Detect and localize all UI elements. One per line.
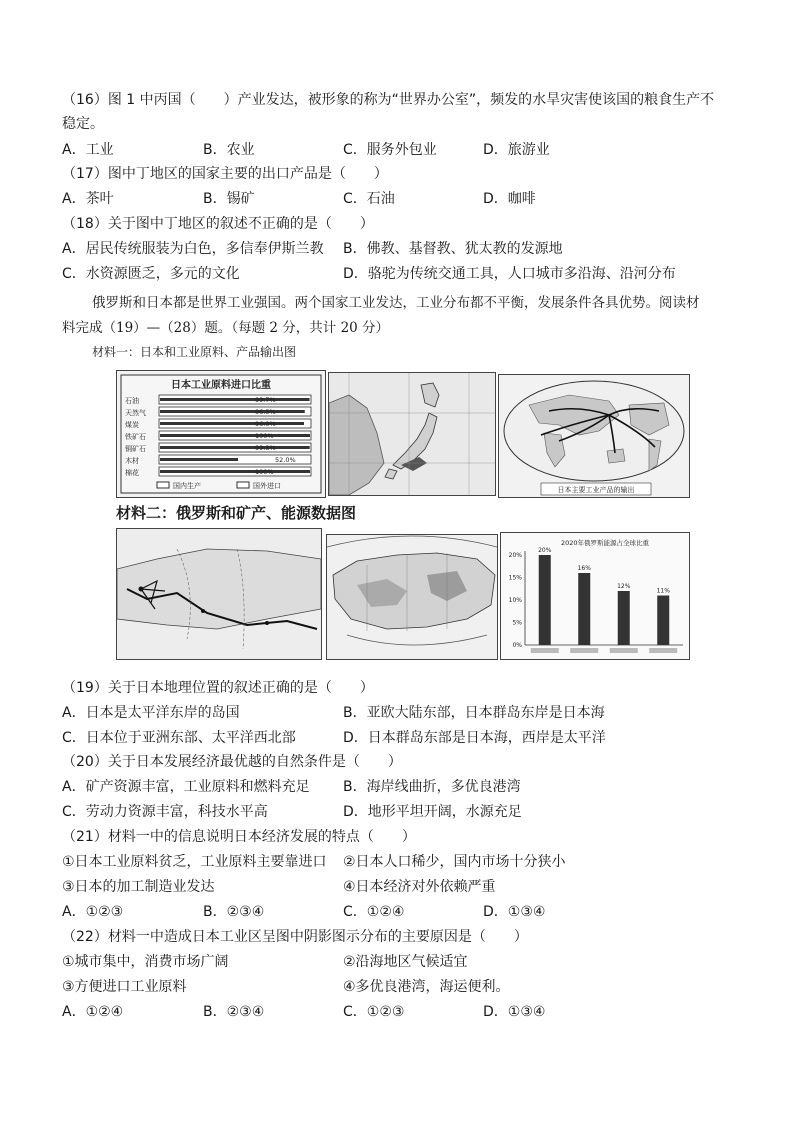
q22-statement-2: ②沿海地区气候适宜 <box>343 954 468 970</box>
q21-statement-4: ④日本经济对外依赖严重 <box>343 879 496 895</box>
import-row-value: 96.5% <box>255 408 276 416</box>
q20-option-b: B．海岸线曲折，多优良港湾 <box>343 779 521 795</box>
q16-stem-cont: 稳定。 <box>62 116 104 132</box>
legend-domestic: 国内生产 <box>173 482 201 490</box>
q22-option-b: B．②③④ <box>203 1004 265 1020</box>
energy-bar-label: 16% <box>577 565 591 572</box>
energy-bar-label: 12% <box>617 583 631 590</box>
import-row-bar <box>160 434 310 437</box>
export-map-caption: 日本主要工业产品的输出 <box>557 486 635 494</box>
import-row-name: 石油 <box>125 397 139 405</box>
import-row-value: 100% <box>255 432 274 440</box>
energy-bar <box>618 591 630 645</box>
q19-option-c: C．日本位于亚洲东部、太平洋西北部 <box>62 730 296 746</box>
import-row-bar <box>160 446 310 449</box>
import-row-bar <box>160 410 305 413</box>
q18-option-c: C．水资源匮乏，多元的文化 <box>62 266 240 282</box>
import-row-bar <box>160 398 310 401</box>
q19-option-d: D．日本群岛东部是日本海，西岸是太平洋 <box>343 730 606 746</box>
q22-stem: （22）材料一中造成日本工业区呈图中阴影图示分布的主要原因是（ ） <box>62 929 528 945</box>
q22-statement-3: ③方便进口工业原料 <box>62 979 187 995</box>
import-row-bar <box>160 422 304 425</box>
q20-option-d: D．地形平坦开阔，水源充足 <box>343 804 522 820</box>
q21-option-d: D．①③④ <box>483 904 546 920</box>
energy-share-figure <box>500 532 690 660</box>
q16-option-a: A．工业 <box>62 142 114 158</box>
q21-statement-1: ①日本工业原料贫乏，工业原料主要靠进口 <box>62 854 327 870</box>
q21-statement-3: ③日本的加工制造业发达 <box>62 879 215 895</box>
q22-option-c: C．①②③ <box>343 1004 405 1020</box>
import-row-name: 木材 <box>125 457 139 465</box>
import-row-value: 99.7% <box>255 396 276 404</box>
q19-option-a: A．日本是太平洋东岸的岛国 <box>62 705 240 721</box>
import-row-name: 天然气 <box>125 409 146 417</box>
energy-chart-title: 2020年俄罗斯能源占全球比重 <box>560 539 650 547</box>
legend-import: 国外进口 <box>253 482 281 490</box>
q22-option-d: D．①③④ <box>483 1004 546 1020</box>
q19-stem: （19）关于日本地理位置的叙述正确的是（ ） <box>62 680 374 696</box>
energy-bar <box>578 573 590 645</box>
q18-option-d: D．骆驼为传统交通工具，人口城市多沿海、沿河分布 <box>343 266 676 282</box>
import-row-name: 煤炭 <box>125 421 139 429</box>
q22-option-a: A．①②④ <box>62 1004 124 1020</box>
import-row-value: 96.0% <box>255 420 276 428</box>
q17-stem: （17）图中丁地区的国家主要的出口产品是（ ） <box>62 166 388 182</box>
energy-bar-label: 11% <box>656 587 670 595</box>
q16-option-b: B．农业 <box>203 142 255 158</box>
q18-option-b: B．佛教、基督教、犹太教的发源地 <box>343 241 563 257</box>
import-ratio-figure <box>116 370 326 498</box>
energy-category-label <box>649 648 677 653</box>
y-tick-label: 0% <box>512 642 522 649</box>
japan-map <box>328 372 496 496</box>
import-row-bar <box>160 470 310 473</box>
q17-option-c: C．石油 <box>343 191 395 207</box>
russia-pipeline-map <box>116 528 322 660</box>
material2-label: 材料二：俄罗斯和矿产、能源数据图 <box>116 504 357 522</box>
import-row-name: 铜矿石 <box>125 445 146 453</box>
q20-stem: （20）关于日本发展经济最优越的自然条件是（ ） <box>62 754 402 770</box>
q21-stem: （21）材料一中的信息说明日本经济发展的特点（ ） <box>62 829 416 845</box>
q20-option-a: A．矿产资源丰富，工业原料和燃料充足 <box>62 779 310 795</box>
import-row-name: 棉花 <box>125 469 139 477</box>
y-tick-label: 10% <box>508 597 522 604</box>
q21-option-c: C．①②④ <box>343 904 405 920</box>
import-row-value: 52.0% <box>275 456 296 464</box>
energy-category-label <box>610 648 638 653</box>
import-row-value: 99.8% <box>255 444 276 452</box>
reading-intro: 俄罗斯和日本都是世界工业强国。两个国家工业发达，工业分布都不平衡，发展条件各具优势。阅读材 <box>92 295 700 311</box>
import-ratio-title: 日本工业原料进口比重 <box>171 380 271 391</box>
russia-relief-map <box>326 534 498 660</box>
energy-bar <box>657 596 669 646</box>
energy-share-chart <box>501 533 689 659</box>
q17-option-b: B．锡矿 <box>203 191 255 207</box>
q16-stem: （16）图 1 中丙国（ ）产业发达，被形象的称为“世界办公室”，频发的水旱灾害使该国的粮食生产不 <box>62 92 715 108</box>
q21-statement-2: ②日本人口稀少，国内市场十分狭小 <box>343 854 566 870</box>
y-tick-label: 20% <box>508 552 522 559</box>
q22-statement-1: ①城市集中，消费市场广阔 <box>62 954 229 970</box>
energy-category-label <box>570 648 598 653</box>
q16-option-d: D．旅游业 <box>483 142 550 158</box>
q20-option-c: C．劳动力资源丰富，科技水平高 <box>62 804 268 820</box>
energy-bar <box>539 555 551 645</box>
q22-statement-4: ④多优良港湾，海运便利。 <box>343 979 510 995</box>
q18-stem: （18）关于图中丁地区的叙述不正确的是（ ） <box>62 216 374 232</box>
q16-option-c: C．服务外包业 <box>343 142 437 158</box>
import-row-bar <box>160 458 238 461</box>
q21-option-b: B．②③④ <box>203 904 265 920</box>
q17-option-d: D．咖啡 <box>483 191 536 207</box>
export-world-map <box>498 374 690 498</box>
energy-bar-label: 20% <box>538 547 552 554</box>
reading-intro-cont: 料完成（19）—（28）题。（每题 2 分，共计 20 分） <box>62 320 390 336</box>
import-row-name: 铁矿石 <box>125 433 146 441</box>
q18-option-a: A．居民传统服装为白色，多信奉伊斯兰教 <box>62 241 324 257</box>
import-row-value: 100% <box>255 468 274 476</box>
import-ratio-chart <box>117 371 325 497</box>
energy-category-label <box>531 648 559 653</box>
q17-option-a: A．茶叶 <box>62 191 114 207</box>
y-tick-label: 15% <box>508 574 522 582</box>
y-tick-label: 5% <box>512 619 522 627</box>
q19-option-b: B．亚欧大陆东部，日本群岛东岸是日本海 <box>343 705 605 721</box>
material1-label: 材料一：日本和工业原料、产品输出图 <box>92 345 297 359</box>
q21-option-a: A．①②③ <box>62 904 124 920</box>
